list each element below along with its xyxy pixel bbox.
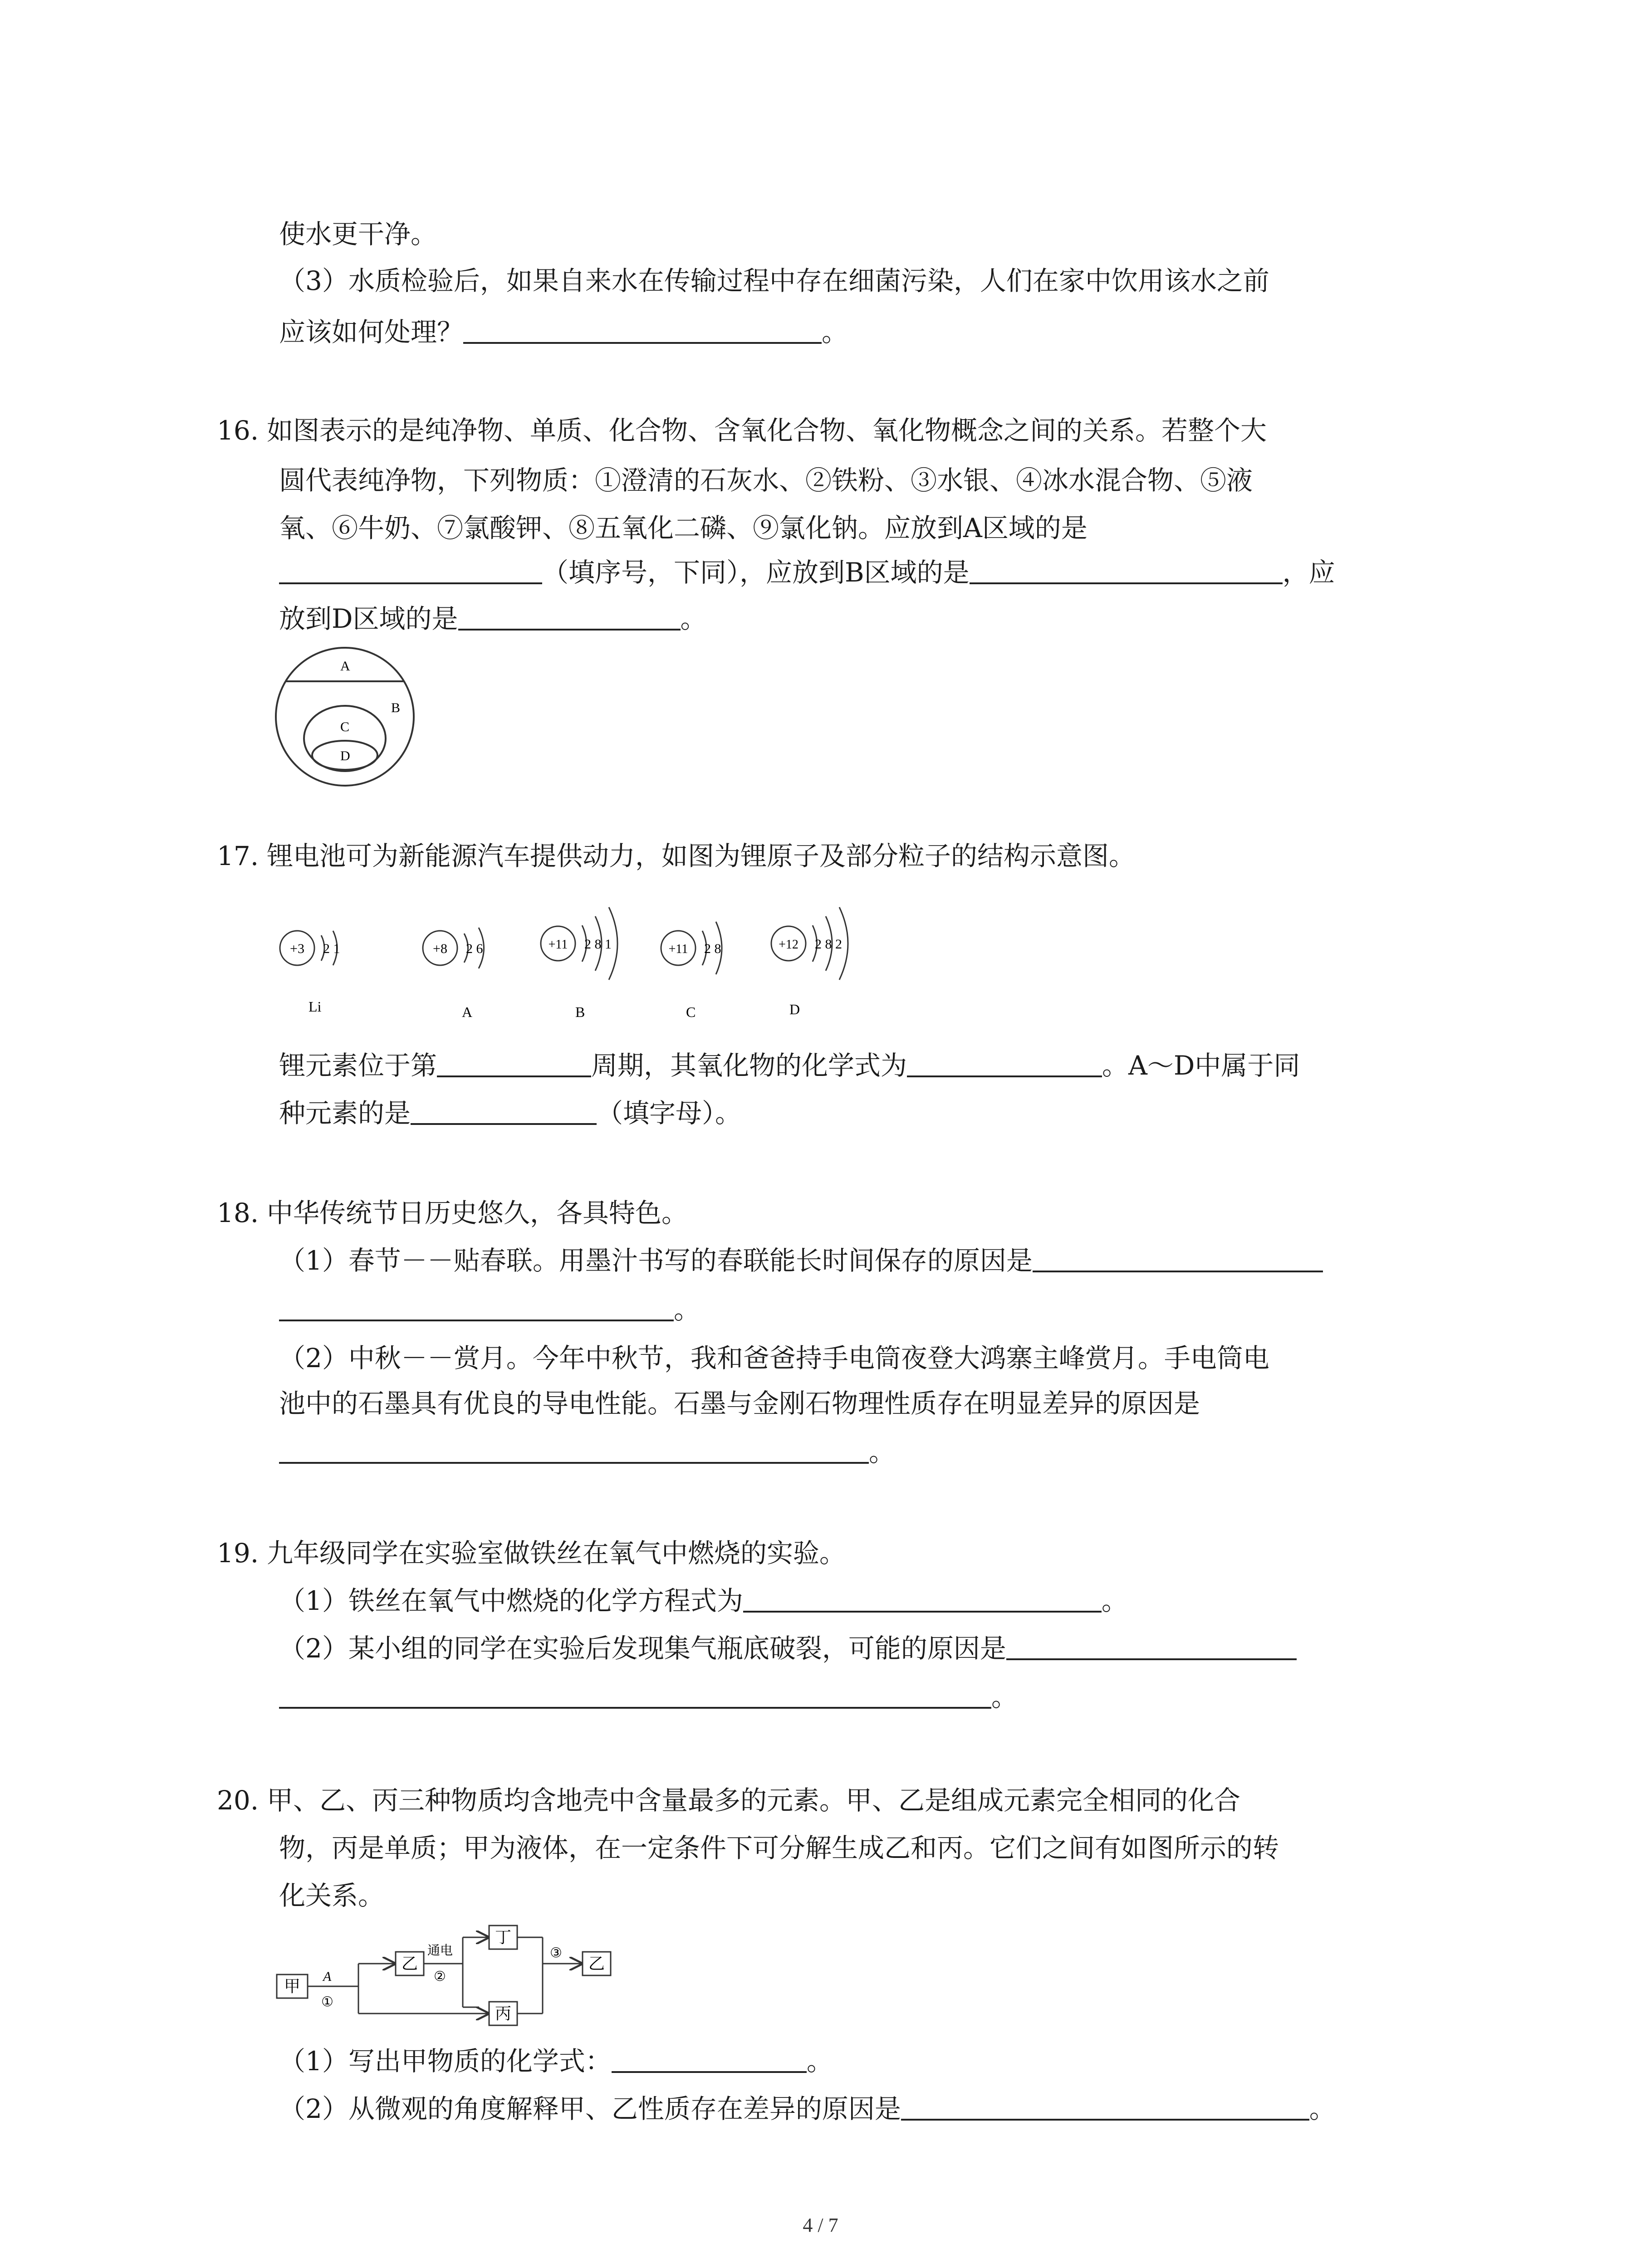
answer-blank-formula[interactable] — [907, 1055, 1102, 1077]
atom-label: Li — [309, 998, 322, 1015]
period: 。 — [822, 317, 848, 347]
nucleus-charge: +3 — [290, 941, 304, 956]
region-label-a: A — [340, 659, 350, 674]
label-jia: 甲 — [284, 1977, 301, 1996]
answer-blank[interactable] — [1033, 1250, 1323, 1272]
period: 。 — [674, 1294, 700, 1325]
electron-shells: 2 8 1 — [584, 937, 612, 952]
label-yi-2: 乙 — [588, 1955, 605, 1973]
q19-part2-cont — [279, 1681, 1018, 1712]
atom-label: B — [575, 1004, 585, 1020]
q19-part2 — [279, 1635, 1297, 1662]
q19-text: （2）某小组的同学在实验后发现集气瓶底破裂，可能的原因是 — [279, 1633, 1006, 1664]
q16-line2: 圆代表纯净物，下列物质：①澄清的石灰水、②铁粉、③水银、④冰水混合物、⑤液 — [279, 465, 1253, 496]
q19-part1 — [279, 1585, 1128, 1616]
region-label-c: C — [340, 719, 350, 734]
question-number: 17. — [217, 841, 259, 871]
answer-blank-b[interactable] — [970, 562, 1283, 584]
q18-part2-cont — [279, 1439, 895, 1465]
q20-part1 — [279, 2046, 833, 2077]
electron-shells: 2 8 — [704, 941, 721, 956]
q18-text: （1）春节－－贴春联。用墨汁书写的春联能长时间保存的原因是 — [279, 1245, 1033, 1276]
q19-line1 — [217, 1538, 846, 1569]
q20-line1 — [217, 1785, 1241, 1816]
answer-blank-period[interactable] — [437, 1055, 591, 1077]
label-ding: 丁 — [495, 1928, 512, 1947]
q17-line2 — [279, 1052, 1300, 1079]
q18-part2-line2: 池中的石墨具有优良的导电性能。石墨与金刚石物理性质存在明显差异的原因是 — [279, 1388, 1200, 1419]
q15-part3-line2 — [279, 319, 848, 345]
nucleus-charge: +8 — [433, 941, 447, 956]
q20-part2 — [279, 2093, 1336, 2124]
atom-label: D — [789, 1001, 800, 1017]
period: 。 — [806, 2046, 833, 2077]
q19-text: （1）铁丝在氧气中燃烧的化学方程式为 — [279, 1585, 743, 1616]
answer-blank-a[interactable] — [279, 562, 542, 584]
q18-part2-line1: （2）中秋－－赏月。今年中秋节，我和爸爸持手电筒夜登大鸿寨主峰赏月。手电筒电 — [279, 1343, 1269, 1374]
region-label-b: B — [391, 700, 401, 715]
region-label-d: D — [340, 748, 350, 763]
period: 。 — [869, 1437, 896, 1467]
atom-a — [423, 928, 484, 1020]
q19-text: 九年级同学在实验室做铁丝在氧气中燃烧的实验。 — [267, 1538, 846, 1569]
q20-text: 甲、乙、丙三种物质均含地壳中含量最多的元素。甲、乙是组成元素完全相同的化合 — [267, 1785, 1241, 1816]
q17-text: 种元素的是 — [279, 1098, 411, 1129]
atom-d — [771, 907, 848, 1017]
q20-line3: 化关系。 — [279, 1880, 385, 1911]
period: 。 — [680, 603, 707, 634]
nucleus-charge: +11 — [668, 942, 688, 956]
q18-line1 — [217, 1200, 688, 1226]
q18-part1-cont — [279, 1296, 700, 1323]
label-yi: 乙 — [401, 1955, 418, 1973]
answer-blank[interactable] — [279, 1299, 674, 1321]
atom-structure-diagrams — [272, 898, 916, 1034]
q17-line3 — [279, 1098, 742, 1129]
step-3: ③ — [550, 1945, 562, 1961]
atom-li — [280, 931, 340, 1015]
period: 。 — [1101, 1585, 1128, 1616]
question-number: 18. — [217, 1198, 259, 1228]
atom-label: C — [686, 1004, 696, 1020]
question-number: 19. — [217, 1538, 259, 1569]
q20-text: （2）从微观的角度解释甲、乙性质存在差异的原因是 — [279, 2093, 901, 2124]
period: 。 — [1309, 2093, 1336, 2124]
q16-line5 — [279, 603, 707, 634]
answer-blank-formula[interactable] — [612, 2050, 807, 2073]
answer-blank[interactable] — [463, 321, 822, 344]
q17-text: （填字母）。 — [597, 1098, 742, 1129]
q16-line1 — [217, 417, 1267, 444]
label-bing: 丙 — [495, 2004, 512, 2023]
q16-text: 如图表示的是纯净物、单质、化合物、含氧化合物、氧化物概念之间的关系。若整个大 — [267, 415, 1267, 446]
q15-part3-line1: （3）水质检验后，如果自来水在传输过程中存在细菌污染，人们在家中饮用该水之前 — [279, 265, 1269, 296]
answer-blank[interactable] — [901, 2098, 1309, 2121]
question-number: 16. — [217, 415, 259, 446]
q18-part1 — [279, 1247, 1323, 1274]
nucleus-charge: +12 — [779, 938, 798, 952]
answer-blank[interactable] — [279, 1686, 991, 1709]
answer-blank-equation[interactable] — [743, 1590, 1102, 1613]
electron-shells: 2 6 — [466, 941, 483, 956]
condition-a: A — [323, 1969, 332, 1984]
step-2: ② — [434, 1969, 446, 1984]
q16-line3: 氧、⑥牛奶、⑦氯酸钾、⑧五氧化二磷、⑨氯化钠。应放到A区域的是 — [279, 513, 1087, 543]
q17-text: 。A～D中属于同 — [1102, 1050, 1300, 1081]
step-1: ① — [321, 1994, 333, 2010]
atom-label: A — [462, 1004, 473, 1020]
q16-text: 放到D区域的是 — [279, 603, 458, 634]
nucleus-charge: +11 — [548, 938, 568, 952]
electron-shells: 2 8 2 — [815, 937, 842, 952]
q16-text: ，应 — [1282, 557, 1335, 588]
answer-blank[interactable] — [279, 1441, 869, 1464]
conversion-flow-diagram — [272, 1921, 626, 2034]
q18-text: 中华传统节日历史悠久，各具特色。 — [267, 1198, 688, 1228]
q17-text: 锂元素位于第 — [279, 1050, 437, 1081]
answer-blank[interactable] — [1006, 1637, 1297, 1660]
answer-blank-d[interactable] — [458, 608, 681, 631]
q15-part3-text: 应该如何处理？ — [279, 317, 464, 347]
question-number: 20. — [217, 1785, 259, 1816]
q17-text: 锂电池可为新能源汽车提供动力，如图为锂原子及部分粒子的结构示意图。 — [267, 841, 1136, 871]
q15-continuation: 使水更干净。 — [279, 219, 437, 249]
q20-text: （1）写出甲物质的化学式： — [279, 2046, 612, 2077]
page-number: 4 / 7 — [803, 2214, 838, 2236]
concept-venn-diagram — [272, 644, 417, 789]
condition-electrolysis: 通电 — [427, 1943, 453, 1958]
answer-blank-element[interactable] — [411, 1102, 597, 1125]
q17-line1 — [217, 843, 1135, 869]
q17-text: 周期，其氧化物的化学式为 — [591, 1050, 907, 1081]
atom-b — [541, 907, 617, 1020]
q16-text: （填序号，下同），应放到B区域的是 — [542, 557, 970, 588]
period: 。 — [991, 1681, 1018, 1712]
electron-shells: 2 1 — [323, 941, 340, 956]
q20-line2: 物，丙是单质；甲为液体，在一定条件下可分解生成乙和丙。它们之间有如图所示的转 — [279, 1833, 1279, 1863]
q16-line4 — [279, 559, 1335, 586]
atom-c — [661, 922, 722, 1020]
